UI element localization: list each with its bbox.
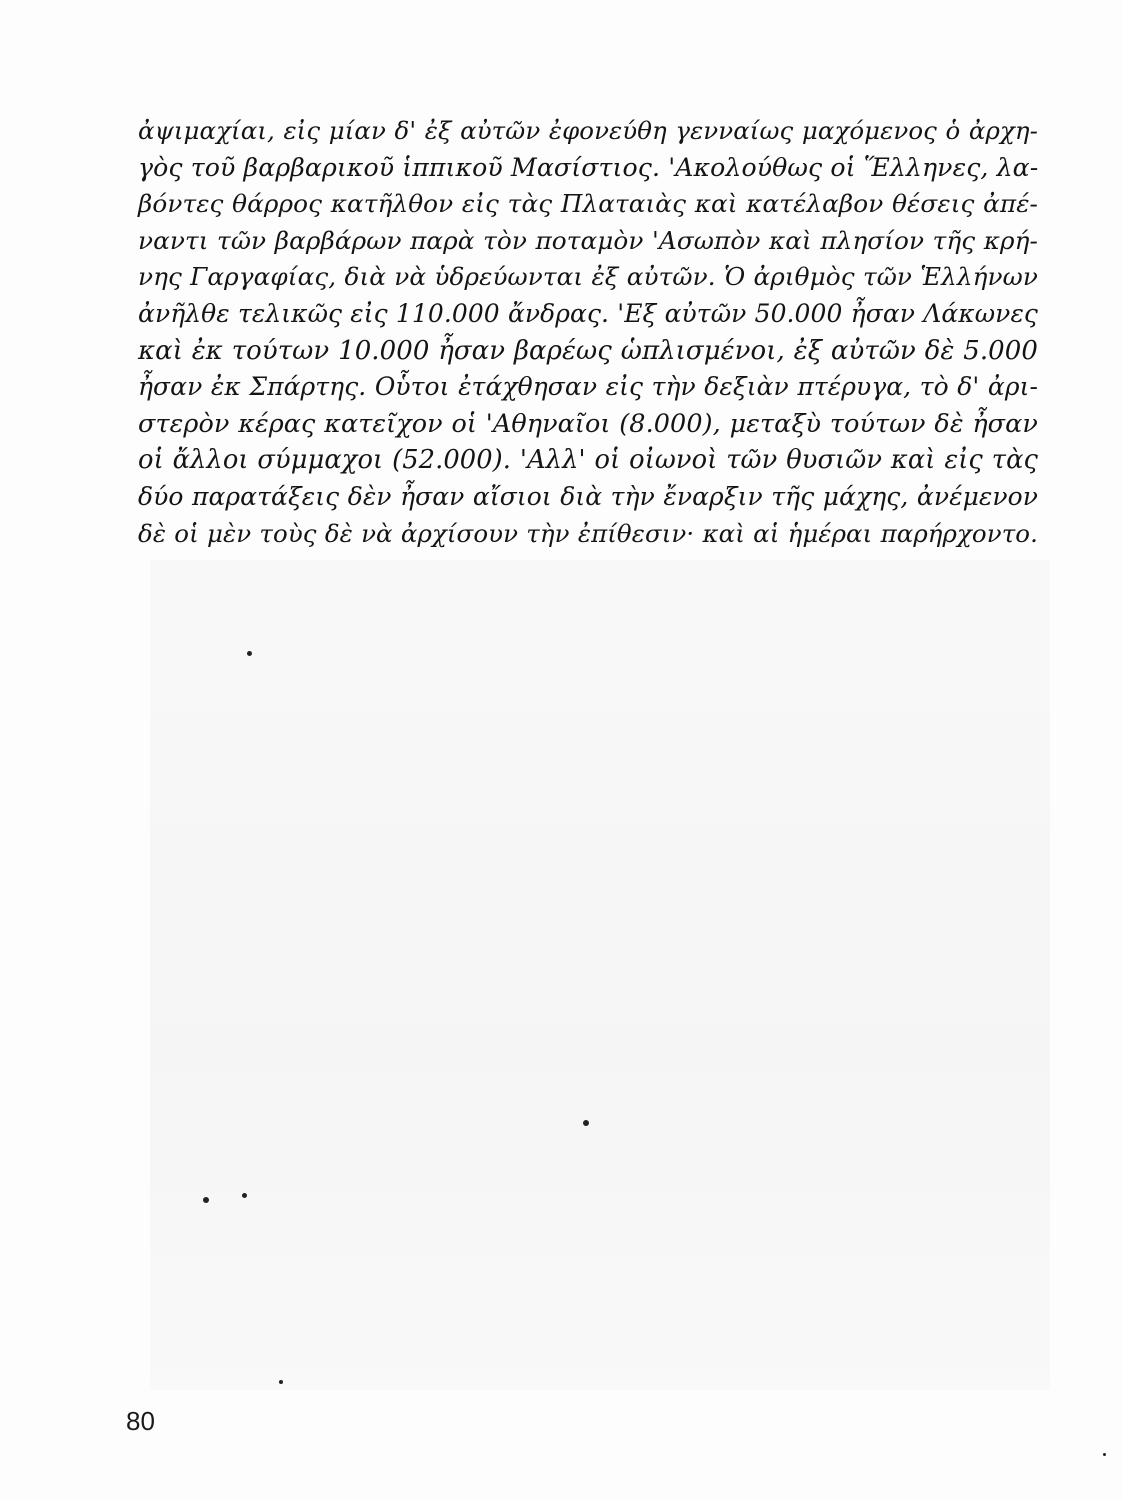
text-line: γὸς τοῦ βαρβαρικοῦ ἱππικοῦ Μασίστιος. 'Ακολούθως οἱ Ἕλληνες, λα-	[138, 152, 1039, 182]
dust-speck	[247, 651, 252, 656]
text-line: ναντι τῶν βαρβάρων παρὰ τὸν ποταμὸν 'Ασωπὸν καὶ πλησίον τῆς κρή-	[138, 225, 1038, 255]
dust-speck	[1103, 1453, 1106, 1456]
text-line: δὲ οἱ μὲν τοὺς δὲ νὰ ἀρχίσουν τὴν ἐπίθεσιν· καὶ αἱ ἡμέραι παρήρχοντο.	[138, 518, 1038, 548]
text-line: ἀνῆλθε τελικῶς εἰς 110.000 ἄνδρας. 'Εξ αὐτῶν 50.000 ἦσαν Λάκωνες	[138, 298, 1038, 328]
text-line: βόντες θάρρος κατῆλθον εἰς τὰς Πλαταιὰς καὶ κατέλαβον θέσεις ἀπέ-	[138, 189, 1038, 219]
text-line: καὶ ἐκ τούτων 10.000 ἦσαν βαρέως ὡπλισμένοι, ἐξ αὐτῶν δὲ 5.000	[138, 335, 1038, 366]
text-line: νης Γαργαφίας, διὰ νὰ ὑδρεύωνται ἐξ αὐτῶν. Ὁ ἀριθμὸς τῶν Ἑλλήνων	[138, 262, 1038, 292]
text-line: ἀψιμαχίαι, εἰς μίαν δ' ἐξ αὐτῶν ἐφονεύθη γενναίως μαχόμενος ὁ ἀρχη-	[138, 116, 1038, 145]
reverse-side-bleed-through	[150, 560, 1050, 1390]
dust-speck	[279, 1380, 283, 1384]
text-line: οἱ ἄλλοι σύμμαχοι (52.000). 'Αλλ' οἱ οἰωνοὶ τῶν θυσιῶν καὶ εἰς τὰς	[138, 445, 1038, 476]
body-paragraph	[138, 113, 1038, 552]
dust-speck	[242, 1193, 247, 1198]
text-line: δύο παρατάξεις δὲν ἦσαν αἴσιοι διὰ τὴν ἔναρξιν τῆς μάχης, ἀνέμενον	[138, 481, 1038, 511]
text-line: ἦσαν ἐκ Σπάρτης. Οὗτοι ἐτάχθησαν εἰς τὴν δεξιὰν πτέρυγα, τὸ δ' ἀρι-	[138, 372, 1038, 402]
text-line: στερὸν κέρας κατεῖχον οἱ 'Αθηναῖοι (8.000), μεταξὺ τούτων δὲ ἦσαν	[138, 408, 1038, 439]
dust-speck	[583, 1120, 589, 1126]
page-number: 80	[126, 1406, 155, 1436]
dust-speck	[203, 1197, 209, 1203]
